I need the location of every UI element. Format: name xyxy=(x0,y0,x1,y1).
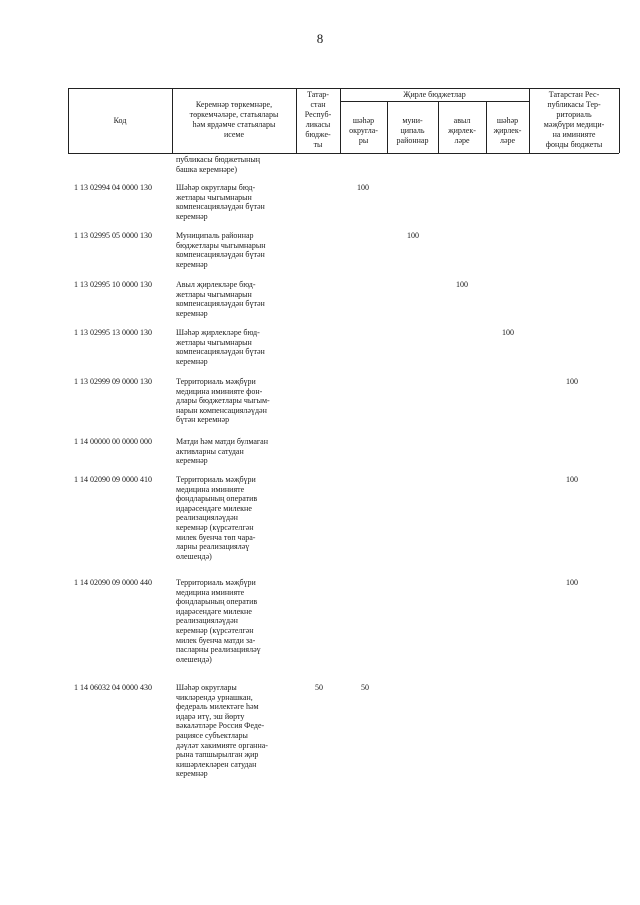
header-local-budgets: Җирле бюджетлар xyxy=(403,90,466,99)
value-municipal-districts: 100 xyxy=(407,231,419,240)
page-number: 8 xyxy=(316,31,324,46)
row-code: 1 14 06032 04 0000 430 xyxy=(74,683,152,692)
row-description: Территориаль мәҗбүри медицина иминияте фондларының оператив идарәсендәге милекне реализацияләүдән керемнәр (күрсәтелгән милек буенча төп чара- ларны реализацияләү өлешендә) xyxy=(176,475,258,561)
row-description: Шәһәр округлары чикләрендә урнашкан, федераль милектәге һәм идарә итү, эш йөрту вәкаләтләре Россия Феде- рациясе субъектлары дәүләт хакимияте органна- рына тапшырылган җир кишәрлекләрен сатудан керемнәр xyxy=(176,683,268,779)
header-top-border xyxy=(68,88,619,89)
value-rural-settlements: 100 xyxy=(456,280,468,289)
row-code: 1 13 02999 09 0000 130 xyxy=(74,377,152,386)
header-rural-settlements: авыл җирлек- ләре xyxy=(448,116,476,145)
row-description: Территориаль мәҗбүри медицина иминияте фон- длары бюджетлары чыгым- нарын компенсацияләүдән бүтән керемнәр xyxy=(176,377,270,425)
row-description: Муниципаль районнар бюджетлары чыгымнарын компенсацияләүдән бүтән керемнәр xyxy=(176,231,266,269)
row-description: Шәһәр җирлекләре бюд- жетлары чыгымнарын компенсацияләүдән бүтән керемнәр xyxy=(176,328,265,366)
header-name: Керемнәр төркемнәре, төркемчәләре, статьялары һәм ярдәмче статьялары исеме xyxy=(189,100,279,139)
row-description: Территориаль мәҗбүри медицина иминияте фондларының оператив идарәсендәге милекне реализацияләүдән керемнәр (күрсәтелгән милек буенча матди за- пасларны реализацияләү өлешендә) xyxy=(176,578,261,664)
header-city-districts: шәһәр округла- ры xyxy=(349,116,378,145)
row-code: 1 13 02995 05 0000 130 xyxy=(74,231,152,240)
value-city-districts: 100 xyxy=(357,183,369,192)
header-municipal-districts: муни- ципаль районнар xyxy=(396,116,429,145)
row-code: 1 14 02090 09 0000 440 xyxy=(74,578,152,587)
row-description: Матди һәм матди булмаган активларны сатудан керемнәр xyxy=(176,437,268,466)
local-budgets-divider xyxy=(340,101,529,102)
row-code: 1 14 00000 00 0000 000 xyxy=(74,437,152,446)
value-tfoms: 100 xyxy=(566,475,578,484)
col-divider xyxy=(619,88,620,153)
row-code: 1 13 02994 04 0000 130 xyxy=(74,183,152,192)
header-code: Код xyxy=(113,116,127,125)
value-republic-budget: 50 xyxy=(361,683,369,692)
value-urban-settlements: 100 xyxy=(502,328,514,337)
row-description: Шәһәр округлары бюд- жетлары чыгымнарын компенсацияләүдән бүтән керемнәр xyxy=(176,183,265,221)
continuation-text: публикасы бюджетының башка керемнәре) xyxy=(176,155,261,174)
header-urban-settlements: шәһәр җирлек- ләре xyxy=(493,116,522,145)
header-bottom-border xyxy=(68,153,619,154)
row-code: 1 13 02995 10 0000 130 xyxy=(74,280,152,289)
value-tfoms: 100 xyxy=(566,377,578,386)
row-code: 1 13 02995 13 0000 130 xyxy=(74,328,152,337)
header-tatarstan-budget: Татар- стан Респуб- ликасы бюдже- ты xyxy=(304,90,332,149)
header-tfoms: Татарстан Рес- публикасы Тер- риториаль мәҗбүри медици- на иминияте фонды бюджеты xyxy=(543,90,605,149)
value-tfoms: 100 xyxy=(566,578,578,587)
row-code: 1 14 02090 09 0000 410 xyxy=(74,475,152,484)
row-description: Авыл җирлекләре бюд- жетлары чыгымнарын компенсацияләүдән бүтән керемнәр xyxy=(176,280,265,318)
value-city-districts: 50 xyxy=(315,683,323,692)
